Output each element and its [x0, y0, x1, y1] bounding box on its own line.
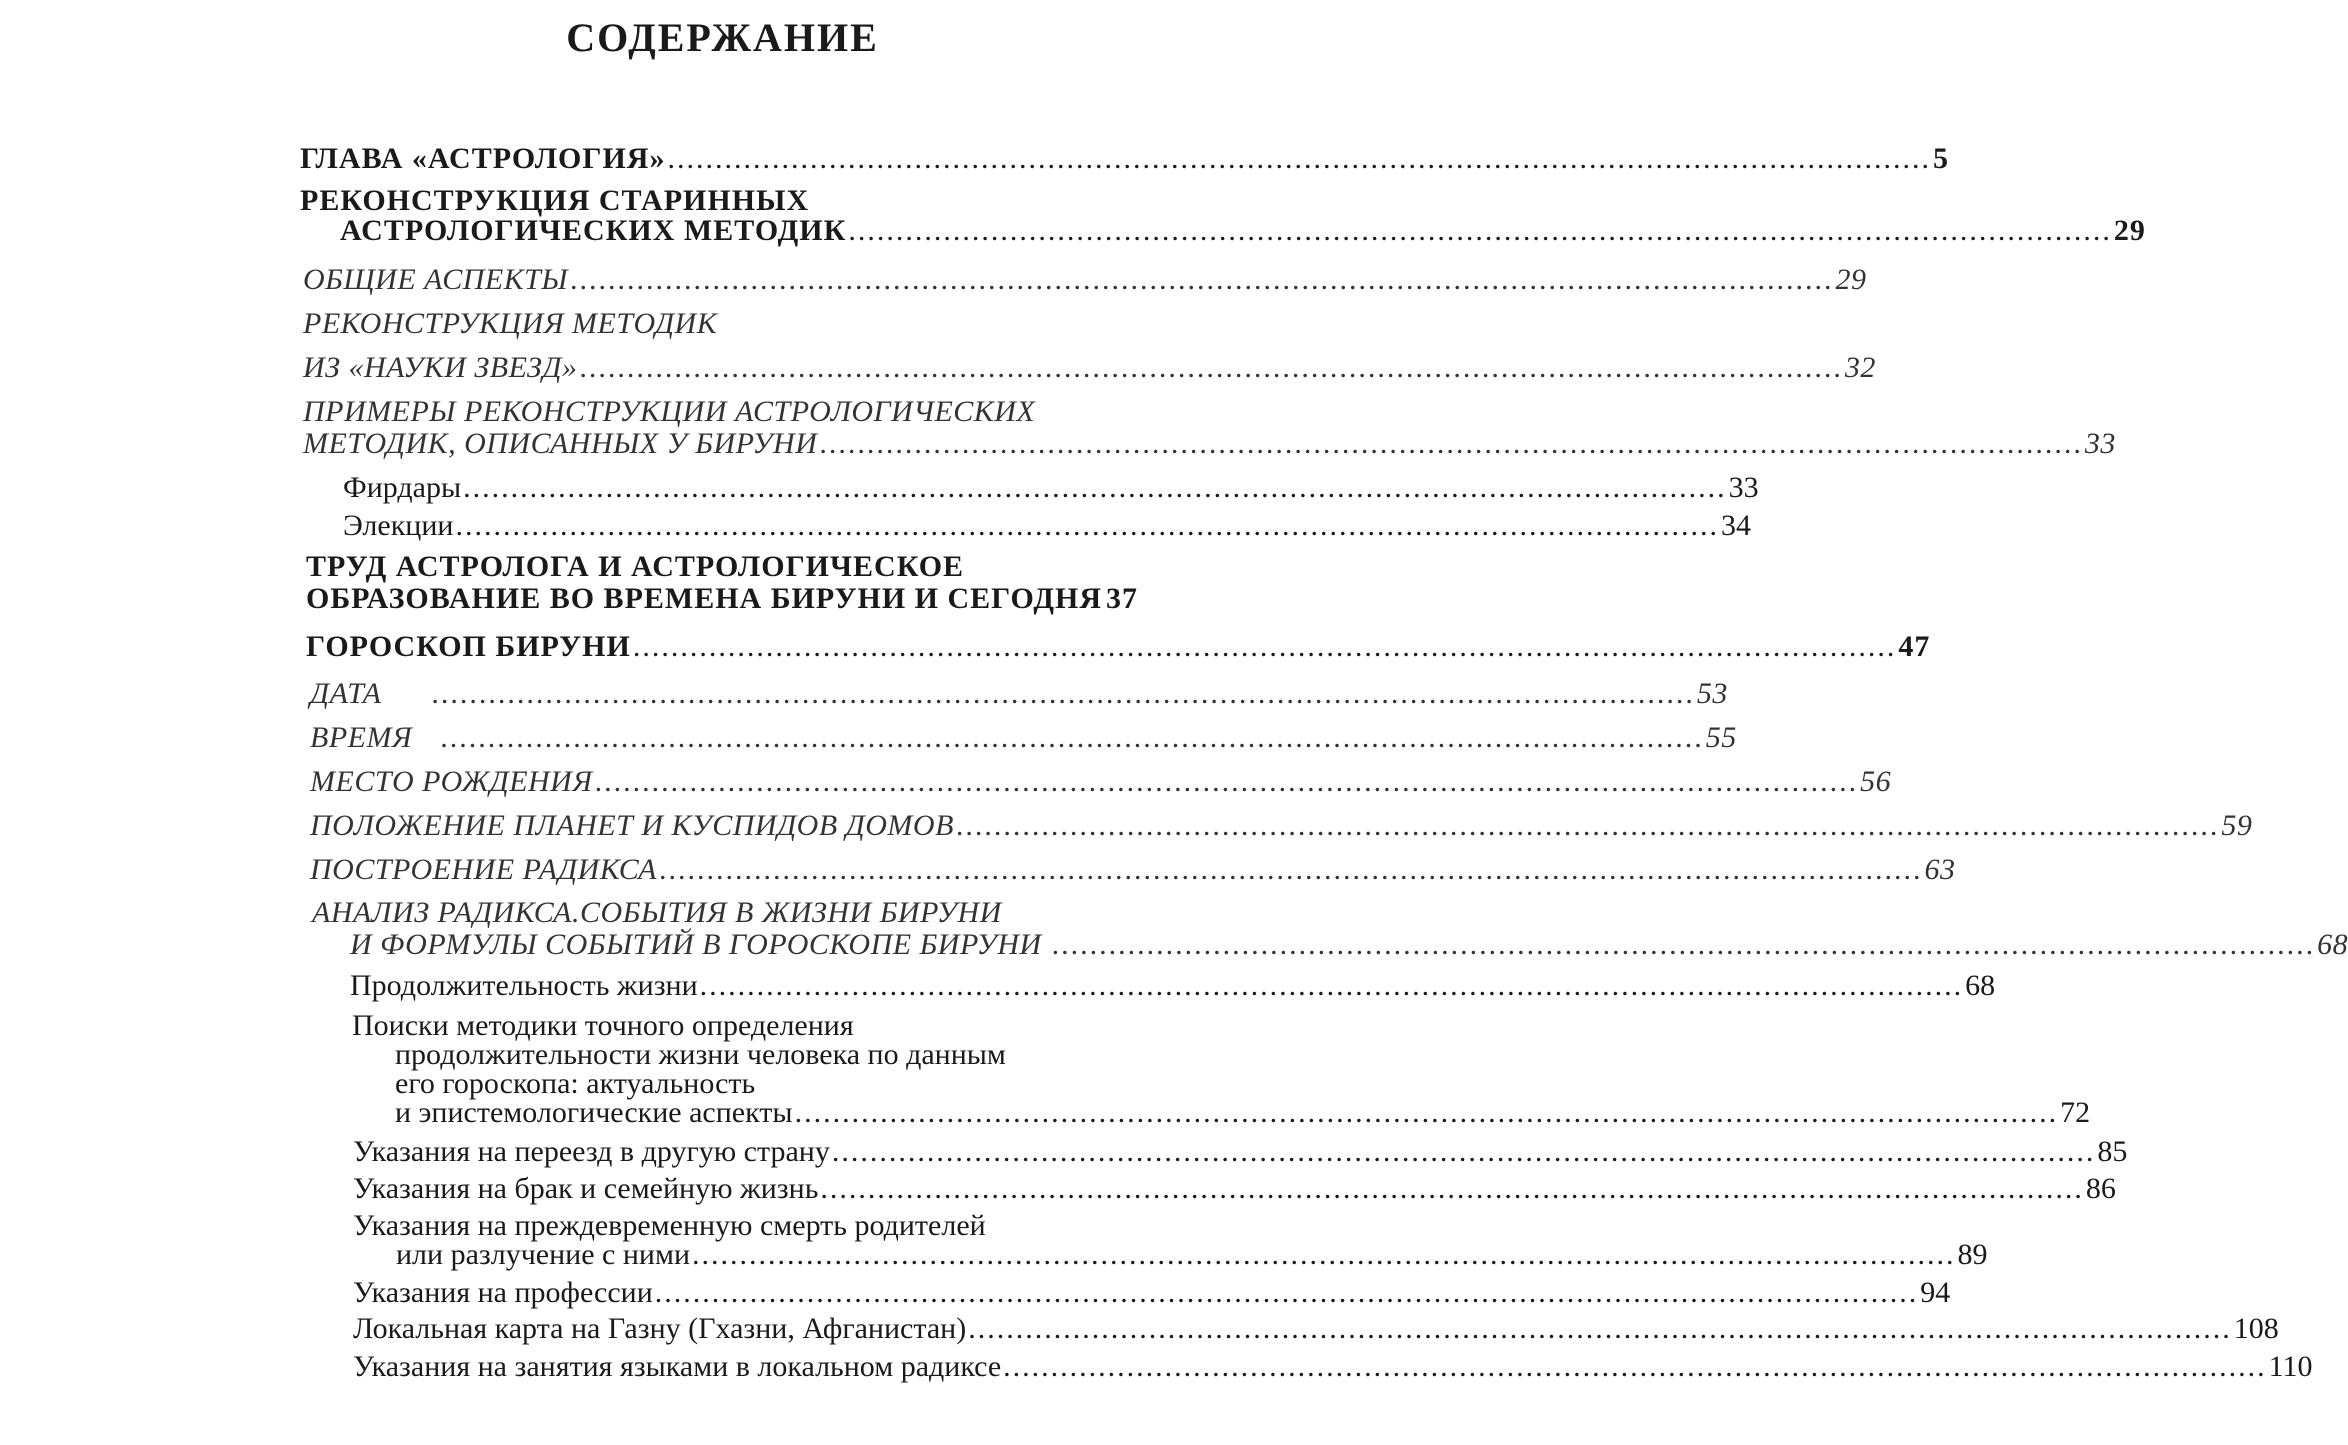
dot-leader: .....................................................................................................................................	[463, 471, 1727, 504]
dot-leader: .....................................................................................................................................	[692, 1238, 1956, 1271]
toc-page-number: 29	[2113, 214, 2146, 247]
toc-entry-title: МЕТОДИК, ОПИСАННЫХ У БИРУНИ	[303, 427, 818, 460]
toc-entry-title: Элекции	[343, 509, 454, 542]
toc-entry-astrology-chapter[interactable]	[300, 142, 1949, 175]
dot-leader: .....................................................................................................................................	[968, 1312, 2232, 1345]
toc-page-number: 68	[2317, 928, 2348, 961]
toc-entry-planet-positions[interactable]	[310, 809, 2253, 842]
toc-entry-science-of-stars[interactable]	[303, 351, 1876, 384]
page-title: СОДЕРЖАНИЕ	[566, 15, 879, 60]
toc-entry-title: ДАТА	[310, 677, 382, 710]
toc-page-number: 94	[1920, 1276, 1951, 1309]
toc-entry-title: Указания на занятия языками в локальном радиксе	[353, 1350, 1002, 1383]
dot-leader: .....................................................................................................................................	[1051, 928, 2316, 961]
toc-entry-title: Указания на переезд в другую страну	[353, 1135, 830, 1168]
toc-page-number: 85	[2097, 1135, 2128, 1168]
dot-leader: .....................................................................................................................................	[819, 427, 2083, 460]
toc-entry-title: Локальная карта на Газну (Гхазни, Афганистан)	[353, 1312, 967, 1345]
toc-entry-title-line: ПРИМЕРЫ РЕКОНСТРУКЦИИ АСТРОЛОГИЧЕСКИХ	[303, 395, 1036, 428]
dot-leader: .....................................................................................................................................	[654, 1276, 1919, 1309]
dot-leader: .....................................................................................................................................	[440, 721, 1704, 754]
toc-entry-title: ОБРАЗОВАНИЕ ВО ВРЕМЕНА БИРУНИ И СЕГОДНЯ	[306, 582, 1102, 615]
dot-leader: .....................................................................................................................................	[594, 765, 1859, 798]
toc-entry-title: МЕСТО РОЖДЕНИЯ	[310, 765, 593, 798]
toc-entry-title: И ФОРМУЛЫ СОБЫТИЙ В ГОРОСКОПЕ БИРУНИ	[350, 928, 1042, 961]
dot-leader: .....................................................................................................................................	[455, 509, 1719, 542]
toc-entry-elections[interactable]	[343, 509, 1751, 542]
toc-entry-title: и эпистемологические аспекты	[395, 1096, 793, 1129]
dot-leader: .....................................................................................................................................	[659, 853, 1923, 886]
toc-page-number: 86	[2085, 1172, 2116, 1205]
dot-leader: .....................................................................................................................................	[831, 1135, 2096, 1168]
toc-page-number: 72	[2060, 1096, 2091, 1129]
toc-page-number: 34	[1720, 509, 1751, 542]
toc-entry-title: ИЗ «НАУКИ ЗВЕЗД»	[303, 351, 578, 384]
toc-page-number: 53	[1696, 677, 1728, 710]
toc-entry-title: ПОСТРОЕНИЕ РАДИКСА	[310, 853, 657, 886]
dot-leader: .....................................................................................................................................	[794, 1096, 2059, 1129]
toc-entry-radix-analysis[interactable]	[350, 928, 2348, 961]
toc-page-number: 56	[1860, 765, 1892, 798]
dot-leader: .....................................................................................................................................	[570, 263, 1834, 296]
toc-entry-title-line: РЕКОНСТРУКЦИЯ СТАРИННЫХ	[300, 184, 810, 217]
toc-entry-radix-construction[interactable]	[310, 853, 1956, 886]
toc-entry-astrologer-education[interactable]	[306, 582, 1138, 615]
toc-page-number: 63	[1924, 853, 1956, 886]
dot-leader: .....................................................................................................................................	[632, 630, 1897, 663]
toc-entry-title-line: АНАЛИЗ РАДИКСА.СОБЫТИЯ В ЖИЗНИ БИРУНИ	[312, 896, 1002, 929]
toc-entry-title: АСТРОЛОГИЧЕСКИХ МЕТОДИК	[340, 214, 847, 247]
toc-entry-date[interactable]	[310, 677, 1728, 710]
toc-page-number: 5	[1932, 142, 1949, 175]
toc-entry-title-line: Указания на преждевременную смерть родителей	[353, 1209, 986, 1242]
toc-entry-reconstruction-methods[interactable]	[340, 214, 2146, 247]
toc-page-number: 108	[2233, 1312, 2279, 1345]
toc-entry-title: ГОРОСКОП БИРУНИ	[306, 630, 631, 663]
toc-entry-biruni-examples[interactable]	[303, 427, 2116, 460]
toc-entry-time[interactable]	[310, 721, 1737, 754]
toc-entry-ghazni-map[interactable]	[353, 1312, 2279, 1345]
toc-page-number: 32	[1844, 351, 1876, 384]
toc-entry-title-line: его гороскопа: актуальность	[395, 1067, 756, 1100]
toc-entry-title: Фирдары	[343, 471, 462, 504]
toc-page-number: 55	[1705, 721, 1737, 754]
dot-leader: .....................................................................................................................................	[848, 214, 2112, 247]
toc-entry-title: ВРЕМЯ	[310, 721, 413, 754]
toc-entry-biruni-horoscope[interactable]	[306, 630, 1931, 663]
toc-page-number: 89	[1957, 1238, 1988, 1271]
dot-leader: .....................................................................................................................................	[579, 351, 1843, 384]
toc-entry-title: Указания на брак и семейную жизнь	[353, 1172, 819, 1205]
toc-page-number: 33	[2084, 427, 2116, 460]
toc-entry-life-duration[interactable]	[350, 969, 1996, 1002]
toc-entry-title: ПОЛОЖЕНИЕ ПЛАНЕТ И КУСПИДОВ ДОМОВ	[310, 809, 954, 842]
toc-page-number: 68	[1965, 969, 1996, 1002]
toc-entry-firdars[interactable]	[343, 471, 1759, 504]
toc-entry-general-aspects[interactable]	[303, 263, 1867, 296]
toc-entry-title: ОБЩИЕ АСПЕКТЫ	[303, 263, 568, 296]
dot-leader: .....................................................................................................................................	[820, 1172, 2084, 1205]
toc-entry-professions[interactable]	[353, 1276, 1951, 1309]
toc-entry-title-line: РЕКОНСТРУКЦИЯ МЕТОДИК	[303, 307, 718, 340]
dot-leader: .....................................................................................................................................	[667, 142, 1931, 175]
toc-entry-birthplace[interactable]	[310, 765, 1892, 798]
dot-leader: .....................................................................................................................................	[699, 969, 1964, 1002]
toc-entry-languages[interactable]	[353, 1350, 2313, 1383]
toc-entry-relocation[interactable]	[353, 1135, 2128, 1168]
toc-page-number: 29	[1835, 263, 1867, 296]
toc-entry-title-line: продолжительности жизни человека по данным	[395, 1038, 1006, 1071]
toc-page-number: 110	[2268, 1350, 2313, 1383]
toc-entry-title: Указания на профессии	[353, 1276, 653, 1309]
toc-entry-parents[interactable]	[396, 1238, 1988, 1271]
dot-leader: .....................................................................................................................................	[955, 809, 2220, 842]
dot-leader: .....................................................................................................................................	[431, 677, 1695, 710]
toc-entry-title: ГЛАВА «АСТРОЛОГИЯ»	[300, 142, 666, 175]
toc-entry-title-line: ТРУД АСТРОЛОГА И АСТРОЛОГИЧЕСКОЕ	[306, 550, 965, 583]
toc-page-number: 37	[1106, 582, 1138, 615]
toc-entry-title: Продолжительность жизни	[350, 969, 698, 1002]
toc-page-number: 33	[1728, 471, 1759, 504]
toc-entry-marriage[interactable]	[353, 1172, 2116, 1205]
toc-entry-title: или разлучение с ними	[396, 1238, 691, 1271]
toc-page-number: 59	[2221, 809, 2253, 842]
toc-entry-title-line: Поиски методики точного определения	[352, 1009, 854, 1042]
toc-entry-life-duration-methods[interactable]	[395, 1096, 2091, 1129]
toc-page-number: 47	[1898, 630, 1931, 663]
dot-leader: .....................................................................................................................................	[1003, 1350, 2267, 1383]
